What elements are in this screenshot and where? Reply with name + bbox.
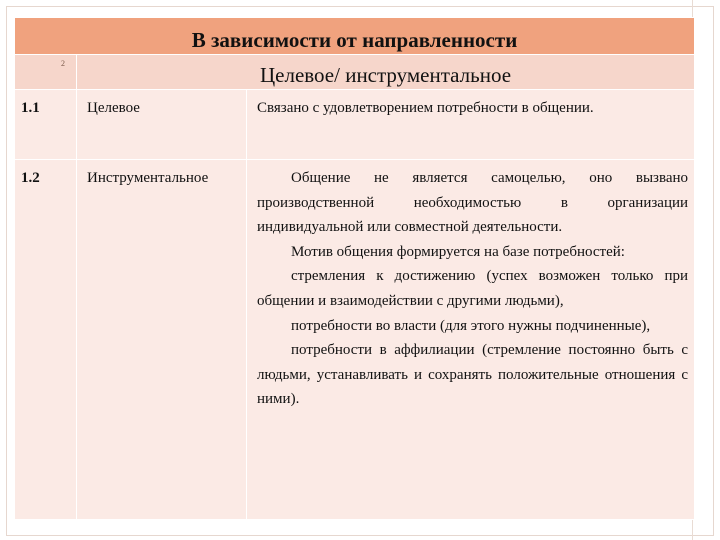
header-row — [15, 18, 695, 55]
row-number: 1.2 — [21, 170, 40, 186]
description-paragraph: Общение не является самоцелью, оно вызвано производственной необходимостью в организации индивидуальной или совместной деятельности. — [257, 170, 689, 236]
slide-number: 2 — [61, 59, 65, 68]
slide-number-cell — [15, 55, 77, 90]
row-number-cell — [15, 90, 77, 160]
content-table — [14, 17, 695, 520]
row-type-cell — [77, 90, 247, 160]
row-number: 1.1 — [21, 100, 40, 116]
description-paragraph: потребности во власти (для этого нужны подчиненные), — [291, 317, 651, 334]
page-title: В зависимости от направленности — [191, 28, 518, 52]
row-type-cell — [77, 160, 247, 520]
row-type: Инструментальное — [87, 170, 209, 186]
subtitle: Целевое/ инструментальное — [259, 63, 512, 87]
subtitle-cell — [77, 55, 695, 90]
subheader-row — [15, 55, 695, 90]
description-paragraph: потребности в аффилиации (стремление постоянно быть с людьми, устанавливать и сохранять положительные отношения с ними). — [257, 342, 689, 408]
header-title-cell — [15, 18, 695, 55]
description-paragraph: стремления к достижению (успех возможен только при общении и взаимодействии с другими людьми), — [257, 268, 689, 309]
description-paragraph: Мотив общения формируется на базе потребностей: — [291, 243, 625, 260]
row-description-cell — [247, 90, 695, 160]
row-number-cell — [15, 160, 77, 520]
row-description-cell — [247, 160, 695, 520]
row-description — [247, 160, 694, 412]
table-row — [15, 90, 695, 160]
row-type: Целевое — [87, 100, 140, 116]
row-description: Связано с удовлетворением потребности в общении. — [257, 100, 594, 116]
table-row — [15, 160, 695, 520]
